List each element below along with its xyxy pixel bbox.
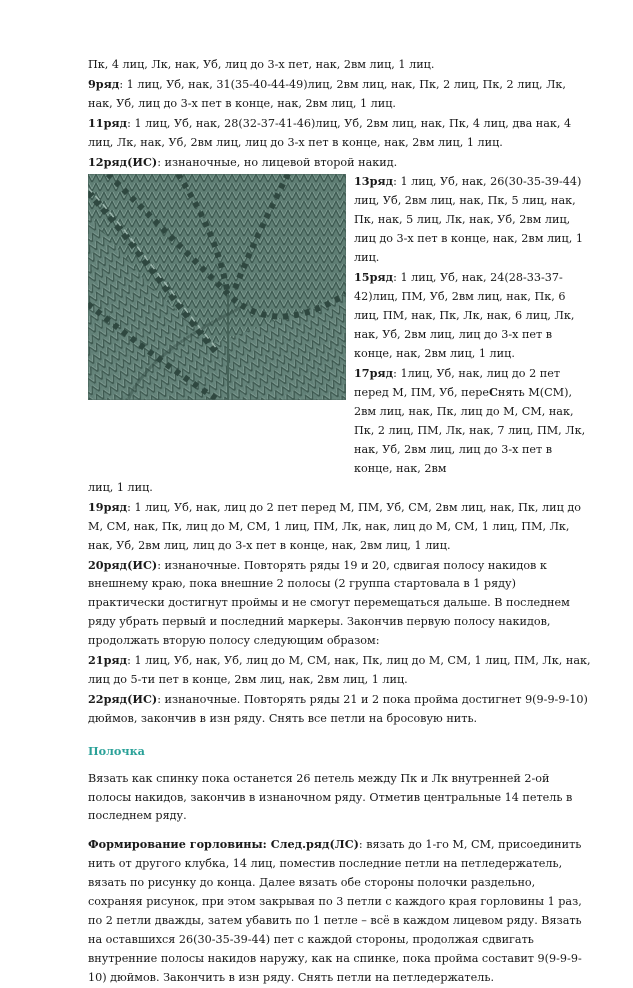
- row-label: 21ряд: [88, 653, 128, 668]
- row-label: 20ряд(ИС): [88, 557, 158, 572]
- section-heading: Полочка: [88, 743, 145, 758]
- paragraph-row19: [88, 498, 593, 556]
- paragraph-row13: [354, 172, 593, 268]
- row-text: : изнаночные, но лицевой второй накид.: [157, 155, 398, 169]
- right-column-text: [354, 172, 593, 479]
- paragraph-row22: [88, 690, 593, 729]
- row-label: 19ряд: [88, 499, 128, 514]
- row-label: 11ряд: [88, 115, 128, 130]
- row-label: 9ряд: [88, 76, 120, 91]
- row-text: : 1 лиц, Уб, нак, лиц до 2 пет перед М, ПМ, Уб, СМ, 2вм лиц, нак, Пк, лиц до М, СМ, нак, Пк, лиц до М, СМ, 1 лиц, ПМ, Лк, нак, лиц до М, СМ, 1 лиц, ПМ, Лк, нак, Уб, 2вм лиц, лиц до 3-х пет в конце, нак, 2вм лиц, 1 лиц.: [88, 500, 581, 552]
- row-bold-letter: С: [489, 385, 498, 400]
- paragraph-front-intro: Вязать как спинку пока останется 26 петель между Пк и Лк внутренней 2-ой полосы накидов, закончив в изнаночном ряду. Отметив центральные 14 петель в последнем ряду.: [88, 771, 573, 823]
- row-text: нять М(СМ), 2вм лиц, нак, Пк, лиц до М, СМ, нак, Пк, 2 лиц, ПМ, Лк, нак, 7 лиц, ПМ, Лк, нак, Уб, 2вм лиц, лиц до 3-х пет в конце, нак, 2вм: [354, 386, 586, 476]
- row-label: 17ряд: [354, 365, 394, 380]
- document-body: [88, 56, 593, 988]
- row-text: : 1 лиц, Уб, нак, 24(28-33-37-42)лиц, ПМ, Уб, 2вм лиц, нак, Пк, 6 лиц, ПМ, нак, Пк, Лк, нак, 6 лиц, Лк, нак, Уб, 2вм лиц, лиц до 3-х пет в конце, нак, 2вм лиц, 1 лиц.: [354, 270, 575, 360]
- row-label: 12ряд(ИС): [88, 154, 158, 169]
- neckline-text: : вязать до 1-го М, СМ, присоединить нить от другого клубка, 14 лиц, поместив последние петли на петледержатель, вязать по рисунку до конца. Далее вязать обе стороны полочки раздельно, сохраняя рисунок, при этом закрывая по 3 петли с каждого края горловины 1 раз, по 2 петли дважды, затем убавить по 1 петле – всё в каждом лицевом ряду. Вязать на оставшихся 26(30-35-39-44) пет с каждой стороны, продолжая сдвигать внутренние полосы накидов наружу, как на спинке, пока пройма составит 9(9-9-9-10) дюймов. Закончить в изн ряду. Снять петли на петледержатель.: [88, 838, 582, 984]
- photo-and-text-block: [88, 172, 593, 479]
- paragraph-neckline: [88, 835, 593, 987]
- paragraph-after-photo: лиц, 1 лиц.: [88, 480, 153, 494]
- paragraph-row11: [88, 114, 593, 153]
- row-label: 15ряд: [354, 269, 394, 284]
- neckline-label: Формирование горловины: След.ряд(ЛС): [88, 837, 359, 852]
- paragraph-row17: [354, 364, 593, 479]
- paragraph-line0: Пк, 4 лиц, Лк, нак, Уб, лиц до 3-х пет, нак, 2вм лиц, 1 лиц.: [88, 58, 435, 71]
- row-text: : 1 лиц, Уб, нак, 31(35-40-44-49)лиц, 2вм лиц, нак, Пк, 2 лиц, Пк, 2 лиц, Лк, нак, Уб, лиц до 3-х пет в конце, нак, 2вм лиц, 1 лиц.: [88, 77, 566, 110]
- paragraph-row21: [88, 651, 593, 690]
- row-text: : 1лиц, Уб, нак, лиц до 2 пет перед М, ПМ, Уб, пере: [354, 366, 561, 400]
- paragraph-row20: [88, 556, 593, 652]
- row-label: 22ряд(ИС): [88, 691, 158, 706]
- row-text: : изнаночные. Повторять ряды 21 и 2 пока пройма достигнет 9(9-9-9-10) дюймов, закончив в изн ряду. Снять все петли на бросовую нить.: [88, 692, 588, 725]
- knitted-lace-photo: [88, 174, 346, 400]
- row-text: : 1 лиц, Уб, нак, 28(32-37-41-46)лиц, Уб, 2вм лиц, нак, Пк, 4 лиц, два нак, 4 лиц, Лк, нак, Уб, 2вм лиц, лиц до 3-х пет в конце, нак, 2вм лиц, 1 лиц.: [88, 116, 572, 149]
- row-text: : 1 лиц, Уб, нак, Уб, лиц до М, СМ, нак, Пк, лиц до М, СМ, 1 лиц, ПМ, Лк, нак, лиц до 5-ти пет в конце, 2вм лиц, нак, 2вм лиц, 1 лиц.: [88, 654, 591, 686]
- row-text: : 1 лиц, Уб, нак, 26(30-35-39-44) лиц, Уб, 2вм лиц, нак, Пк, 5 лиц, нак, Пк, нак, 5 лиц, Лк, нак, Уб, 2вм лиц, лиц до 3-х пет в конце, нак, 2вм лиц, 1 лиц.: [354, 175, 583, 265]
- row-label: 13ряд: [354, 174, 394, 189]
- paragraph-row9: [88, 75, 593, 114]
- paragraph-row12: [88, 153, 593, 173]
- paragraph-row15: [354, 268, 593, 364]
- row-text: : изнаночные. Повторять ряды 19 и 20, сдвигая полосу накидов к внешнему краю, пока внешние 2 полосы (2 группа стартовала в 1 ряду) практически достигнут проймы и не смогут перемещаться дальше. В последнем ряду убрать первый и последний маркеры. Закончив первую полосу накидов, продолжать вторую полосу следующим образом:: [88, 558, 570, 648]
